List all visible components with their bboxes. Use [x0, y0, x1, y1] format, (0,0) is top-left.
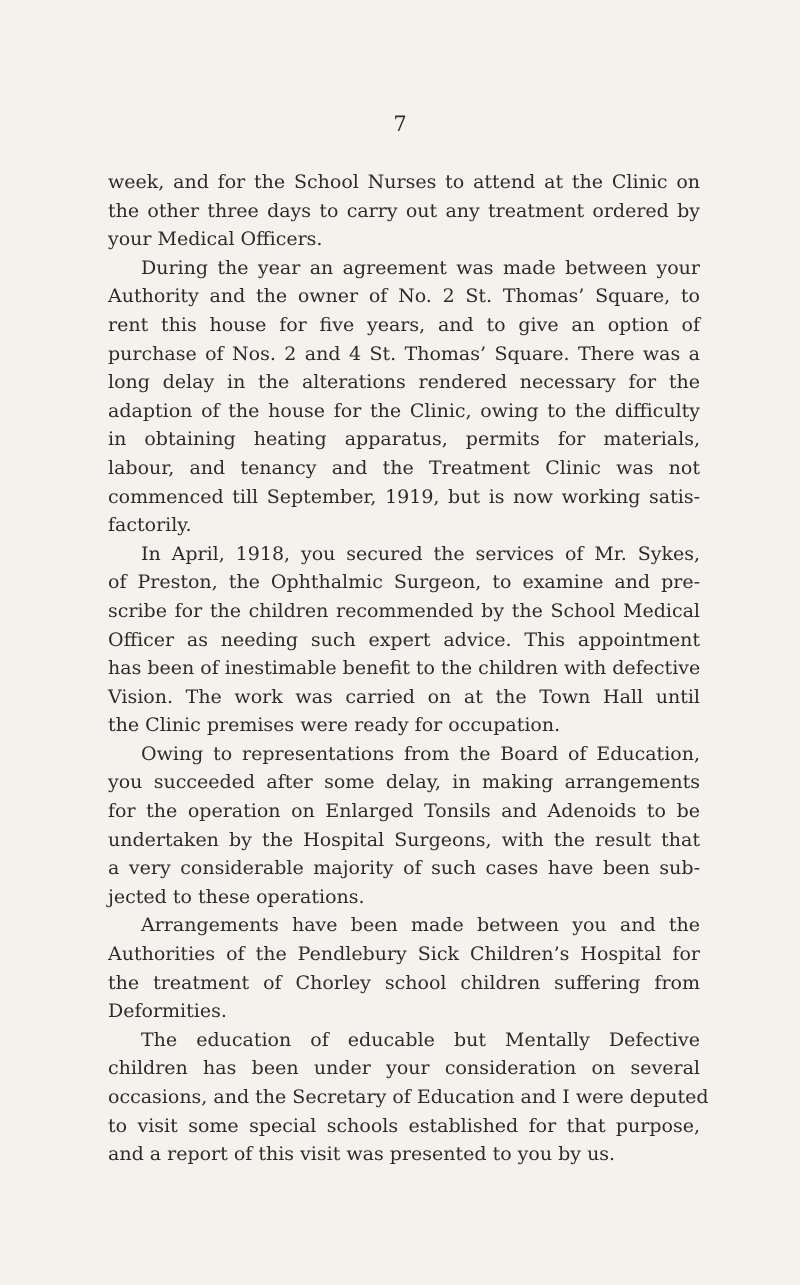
- paragraph-mentally-defective: [108, 1026, 709, 1169]
- text-line: occasions, and the Secretary of Education and I were deputed: [108, 1086, 709, 1108]
- text-line: purchase of Nos. 2 and 4 St. Thomas’ Square. There was a: [108, 342, 700, 365]
- text-line: Arrangements have been made between you and the: [141, 914, 700, 937]
- text-line: you succeeded after some delay, in making arrangements: [108, 771, 700, 794]
- text-line: in obtaining heating apparatus, permits for materials,: [108, 428, 700, 451]
- text-line: and a report of this visit was presented to you by us.: [108, 1143, 616, 1166]
- text-line: Vision. The work was carried on at the Town Hall until: [108, 685, 700, 708]
- text-line: Authorities of the Pendlebury Sick Children’s Hospital for: [108, 943, 700, 966]
- paragraph-pendlebury-hospital: [108, 911, 700, 1025]
- text-line: week, and for the School Nurses to attend at the Clinic on: [108, 171, 700, 193]
- body-text: [108, 168, 709, 1169]
- text-line: the treatment of Chorley school children suffering from: [108, 971, 700, 994]
- paragraph-clinic-attendance: [108, 168, 700, 254]
- text-line: of Preston, the Ophthalmic Surgeon, to examine and pre-: [108, 571, 700, 594]
- text-line: has been of inestimable benefit to the children with defective: [108, 657, 701, 680]
- text-line: Authority and the owner of No. 2 St. Thomas’ Square, to: [108, 285, 700, 308]
- text-line: a very considerable majority of such cases have been sub-: [108, 857, 700, 880]
- text-line: to visit some special schools established for that purpose,: [108, 1114, 700, 1137]
- text-line: for the operation on Enlarged Tonsils and Adenoids to be: [108, 800, 700, 823]
- text-line: During the year an agreement was made between your: [141, 256, 700, 279]
- paragraph-tonsils-adenoids: [108, 740, 700, 912]
- page-number: 7: [393, 112, 407, 136]
- text-line: In April, 1918, you secured the services of Mr. Sykes,: [141, 542, 700, 565]
- text-line: the other three days to carry out any treatment ordered by: [108, 199, 700, 222]
- text-line: the Clinic premises were ready for occupation.: [108, 714, 561, 737]
- text-line: Owing to representations from the Board of Education,: [141, 742, 700, 765]
- text-line: long delay in the alterations rendered necessary for the: [108, 371, 700, 394]
- paragraph-st-thomas-square: [108, 254, 700, 540]
- text-line: factorily.: [108, 514, 192, 537]
- text-line: adaption of the house for the Clinic, owing to the difficulty: [108, 399, 700, 422]
- text-line: commenced till September, 1919, but is now working satis-: [108, 485, 700, 508]
- text-line: Officer as needing such expert advice. This appointment: [108, 628, 700, 651]
- text-line: undertaken by the Hospital Surgeons, with the result that: [108, 828, 700, 851]
- text-line: rent this house for five years, and to give an option of: [108, 313, 700, 336]
- text-line: jected to these operations.: [108, 885, 365, 908]
- text-line: children has been under your consideration on several: [108, 1057, 700, 1080]
- text-line: The education of educable but Mentally Defective: [141, 1028, 700, 1051]
- text-line: labour, and tenancy and the Treatment Clinic was not: [108, 456, 700, 479]
- text-line: Deformities.: [108, 1000, 227, 1023]
- text-line: scribe for the children recommended by the School Medical: [108, 599, 700, 622]
- paragraph-ophthalmic-surgeon: [108, 540, 700, 740]
- text-line: your Medical Officers.: [108, 228, 323, 251]
